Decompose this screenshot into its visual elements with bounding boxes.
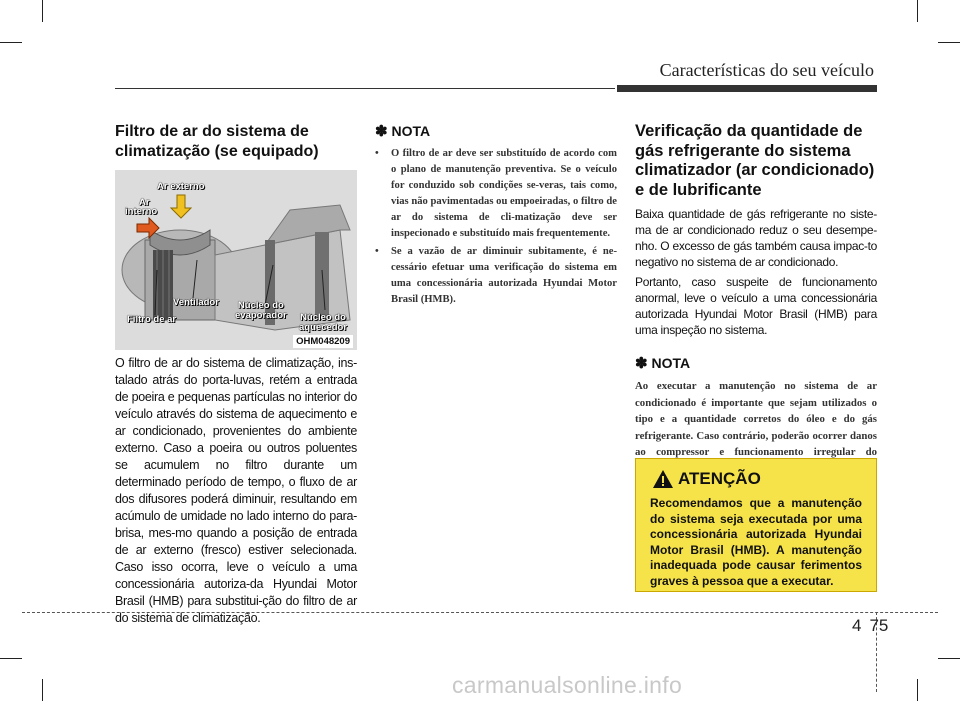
column-1 xyxy=(115,122,357,162)
watermark: carmanualsonline.info xyxy=(452,672,683,698)
label-nucleo-evaporador xyxy=(235,301,287,321)
note-item-text: Se a vazão de ar diminuir subitamente, é ne-cessário efetuar uma verificação do sistema em uma concessionária autorizada Hyundai Motor Brasil (HMB). xyxy=(391,246,617,305)
crop-mark xyxy=(42,0,43,22)
label-line: aquecedor xyxy=(299,322,348,333)
paragraph: O filtro de ar do sistema de climatização, ins-talado atrás do porta-luvas, retém a entrada de poeira e pequenas partículas no interior do veículo através do sistema de aquecimento e ar condicionado, provenientes do ambiente externo. Caso a poeira ou outros poluentes se acumulem no filtro durante um determinado período de tempo, o fluxo de ar dos difusores poderá diminuir, resultando em acúmulo de umidade no lado interno do para-brisa, mes-mo quando a posição de entrada de ar externo (fresco) estiver selecionada. Caso isso ocorra, leve o veículo a uma concessionária autoriza-da Hyundai Motor Brasil (HMB) para substitui-ção do filtro de ar do sistema de climatização. xyxy=(115,356,357,625)
label-filtro-de-ar: Filtro de ar xyxy=(127,314,177,325)
heading-line: climatização (se equipado) xyxy=(115,143,319,160)
warning-text: Recomendamos que a manutenção do sistema seja executada por uma concessionária autorizada Hyundai Motor Brasil (HMB). A manutenção inadequada pode causar ferimentos graves à pessoa que a executar. xyxy=(650,496,862,588)
column-2 xyxy=(375,122,617,310)
crop-mark xyxy=(0,658,22,659)
warning-title: ATENÇÃO xyxy=(678,469,761,488)
label-line: Núcleo do xyxy=(300,312,346,323)
page-number-value: 75 xyxy=(869,616,889,635)
note-item xyxy=(375,244,617,308)
section-title: Características do seu veículo xyxy=(659,60,874,80)
label-interno: interno xyxy=(125,206,158,217)
crop-mark xyxy=(0,42,22,43)
heading-line: climatizador (ar condicionado) xyxy=(635,161,875,179)
heading-line: Filtro de ar do sistema de xyxy=(115,123,309,140)
note-heading xyxy=(375,122,617,140)
heading-line: Verificação da quantidade de xyxy=(635,122,863,140)
crop-mark xyxy=(917,679,918,701)
note-list xyxy=(375,146,617,308)
bullet-icon: • xyxy=(375,246,379,257)
label-line: evaporador xyxy=(235,310,287,321)
column-1-body xyxy=(115,355,357,627)
footer-dashed-rule xyxy=(22,612,938,613)
crop-mark xyxy=(938,42,960,43)
heading-line: gás refrigerante do sistema xyxy=(635,141,851,160)
paragraph: Baixa quantidade de gás refrigerante no siste-ma de ar condicionado reduz o seu desempe-nho. O excesso de gás também causa impac-to negativo no sistema de ar condicionado. xyxy=(635,207,877,269)
heading-line: e de lubrificante xyxy=(635,180,762,199)
note-paragraph: Ao executar a manutenção no sistema de ar condicionado é importante que sejam utilizados o tipo e a quantidade corretos do óleo e do gás refrigerante. Caso contrário, poderão ocorrer danos ao compressor e funcionamento irregular do xyxy=(635,380,877,458)
label-ar: Ar xyxy=(139,197,150,208)
label-ar-externo: Ar externo xyxy=(157,181,205,192)
crop-mark xyxy=(42,679,43,701)
figure-code: OHM048209 xyxy=(293,335,353,348)
note-star-icon: ✽ xyxy=(375,123,388,140)
note-item xyxy=(375,146,617,242)
warning-triangle-icon xyxy=(652,469,674,489)
header-rule xyxy=(115,88,615,89)
crop-mark xyxy=(917,0,918,22)
note-title: NOTA xyxy=(651,355,691,371)
label-ventilador: Ventilador xyxy=(173,297,219,308)
label-nucleo-aquecedor xyxy=(299,313,347,333)
warning-header xyxy=(652,469,761,489)
paragraph: Portanto, caso suspeite de funcionamento anormal, leve o veículo a uma concessionária autorizada Hyundai Motor Brasil (HMB) para uma inspeção no sistema. xyxy=(635,275,877,337)
crop-mark xyxy=(938,658,960,659)
air-filter-figure xyxy=(115,170,357,350)
column-3 xyxy=(635,122,877,477)
chapter-number: 4 xyxy=(852,616,862,635)
warning-box xyxy=(635,458,877,592)
label-line: Núcleo do xyxy=(237,300,284,311)
note-heading xyxy=(635,354,877,372)
note-title: NOTA xyxy=(391,123,431,139)
note-star-icon: ✽ xyxy=(635,355,648,372)
heading-refrigerant xyxy=(635,122,877,200)
bullet-icon: • xyxy=(375,148,379,159)
header-bar xyxy=(617,85,877,92)
heading-air-filter xyxy=(115,122,357,162)
note-item-text: O filtro de ar deve ser substituído de acordo com o plano de manutenção preventiva. Se o veículo for conduzido sob condições se-veras, tais como, vias não pavimentadas ou empoeiradas, o filtro de ar do sistema de cli-matização deve ser inspecionado e substituído mais frequentemente. xyxy=(391,148,617,239)
page-number xyxy=(852,616,888,636)
